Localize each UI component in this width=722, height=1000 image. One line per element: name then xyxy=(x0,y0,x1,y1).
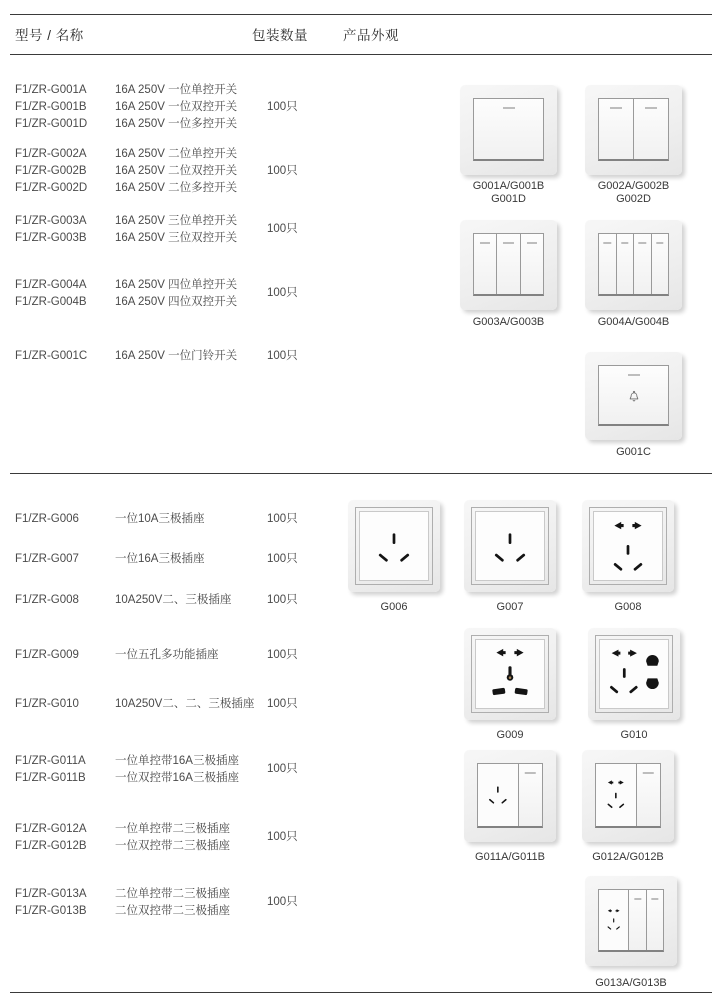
model-code: F1/ZR-G002B xyxy=(15,165,87,177)
section-divider-rule xyxy=(10,473,712,474)
socket-face xyxy=(596,764,636,826)
combo-area xyxy=(477,763,543,828)
socket-3pin-holes-icon xyxy=(360,512,428,580)
package-quantity: 100只 xyxy=(267,287,298,299)
package-quantity: 100只 xyxy=(267,350,298,362)
top-rule xyxy=(10,14,712,15)
switch-rocker xyxy=(518,764,542,826)
model-code: F1/ZR-G008 xyxy=(15,594,79,606)
product-image-label: G011A/G011B xyxy=(475,851,545,863)
combo-area xyxy=(598,889,664,952)
product-name: 16A 250V 三位单控开关 xyxy=(115,215,238,227)
product-image-label: G010 xyxy=(620,729,648,741)
catalog-line xyxy=(0,230,237,247)
package-quantity: 100只 xyxy=(267,698,298,710)
product-image-label: G002D xyxy=(616,193,651,205)
model-code: F1/ZR-G009 xyxy=(15,649,79,661)
product-image-label: G009 xyxy=(496,729,524,741)
product-image-label: G012A/G012B xyxy=(592,851,664,863)
product-name: 一位10A三极插座 xyxy=(115,513,205,525)
rocker-indicator xyxy=(525,772,535,774)
combo-area xyxy=(595,763,661,828)
bottom-rule xyxy=(10,992,712,993)
package-quantity: 100只 xyxy=(267,553,298,565)
package-quantity: 100只 xyxy=(267,831,298,843)
switch-rocker xyxy=(599,99,633,159)
package-quantity: 100只 xyxy=(267,594,298,606)
catalog-row-g011 xyxy=(0,753,239,787)
product-image-label: G002A/G002B xyxy=(597,180,670,192)
column-header-model-name: 型号 / 名称 xyxy=(15,28,84,43)
catalog-line xyxy=(0,146,237,163)
product-name: 一位五孔多功能插座 xyxy=(115,649,219,661)
product-image-label: G003A/G003B xyxy=(472,316,545,328)
catalog-row-g009 xyxy=(0,647,219,664)
product-image-g009-socket xyxy=(464,628,556,720)
model-code: F1/ZR-G002D xyxy=(15,182,88,194)
column-header-quantity: 包装数量 xyxy=(252,28,308,43)
catalog-line xyxy=(0,99,237,116)
product-name: 二位双控带二三极插座 xyxy=(115,905,230,917)
rocker-indicator xyxy=(527,242,537,244)
model-code: F1/ZR-G001C xyxy=(15,350,88,362)
catalog-line xyxy=(0,551,204,568)
socket-3pin-holes-icon xyxy=(478,764,518,826)
switch-rocker xyxy=(616,234,634,294)
product-image-label: G008 xyxy=(614,601,642,613)
product-image-g010-socket xyxy=(588,628,680,720)
product-image-label: G001D xyxy=(491,193,526,205)
catalog-row-g001 xyxy=(0,82,237,133)
rocker-indicator xyxy=(656,242,663,244)
package-quantity: 100只 xyxy=(267,513,298,525)
rocker-indicator xyxy=(634,898,641,900)
rocker-indicator xyxy=(604,242,611,244)
product-image-label: G007 xyxy=(496,601,524,613)
catalog-row-g002 xyxy=(0,146,237,197)
model-code: F1/ZR-G003A xyxy=(15,215,87,227)
rocker-indicator xyxy=(643,772,653,774)
catalog-line xyxy=(0,821,230,838)
rocker-indicator xyxy=(621,242,628,244)
model-code: F1/ZR-G011A xyxy=(15,755,86,767)
product-name: 一位单控带二三极插座 xyxy=(115,823,230,835)
product-image-g001c-doorbell xyxy=(585,352,682,440)
switch-rocker xyxy=(633,234,651,294)
socket-face xyxy=(478,764,518,826)
product-name: 一位16A三极插座 xyxy=(115,553,205,565)
model-code: F1/ZR-G013B xyxy=(15,905,87,917)
switch-rocker xyxy=(496,234,519,294)
product-image-g007-socket xyxy=(464,500,556,592)
switch-rocker xyxy=(520,234,543,294)
socket-frame xyxy=(589,507,667,585)
product-image-label: G013A/G013B xyxy=(595,977,667,989)
product-image-g002-switch xyxy=(585,85,682,175)
switch-rocker xyxy=(651,234,669,294)
switch-rocker xyxy=(599,366,668,424)
catalog-line xyxy=(0,592,231,609)
socket-multifunction-holes-icon xyxy=(476,640,544,708)
switch-rocker xyxy=(628,890,645,950)
product-name: 16A 250V 四位双控开关 xyxy=(115,296,238,308)
catalog-line xyxy=(0,348,237,365)
rocker-indicator xyxy=(480,242,490,244)
catalog-row-g004 xyxy=(0,277,237,311)
package-quantity: 100只 xyxy=(267,101,298,113)
product-image-label: G006 xyxy=(380,601,408,613)
model-code: F1/ZR-G003B xyxy=(15,232,87,244)
header-rule xyxy=(10,54,712,55)
socket-face xyxy=(475,511,545,581)
product-name: 16A 250V 二位单控开关 xyxy=(115,148,238,160)
catalog-line xyxy=(0,163,237,180)
product-name: 16A 250V 一位双控开关 xyxy=(115,101,238,113)
product-name: 16A 250V 一位门铃开关 xyxy=(115,350,238,362)
model-code: F1/ZR-G001D xyxy=(15,118,88,130)
model-code: F1/ZR-G001A xyxy=(15,84,87,96)
model-code: F1/ZR-G006 xyxy=(15,513,79,525)
catalog-line xyxy=(0,277,237,294)
product-image-g012-socket-switch xyxy=(582,750,674,842)
product-image-g008-socket xyxy=(582,500,674,592)
catalog-row-g007 xyxy=(0,551,204,568)
model-code: F1/ZR-G012A xyxy=(15,823,87,835)
socket-face xyxy=(599,639,669,709)
model-code: F1/ZR-G011B xyxy=(15,772,86,784)
product-image-g004-switch xyxy=(585,220,682,310)
catalog-line xyxy=(0,886,230,903)
catalog-line xyxy=(0,511,204,528)
product-name: 一位双控带16A三极插座 xyxy=(115,772,239,784)
catalog-line xyxy=(0,82,237,99)
catalog-line xyxy=(0,213,237,230)
product-name: 二位单控带二三极插座 xyxy=(115,888,230,900)
model-code: F1/ZR-G004B xyxy=(15,296,87,308)
product-image-label: G004A/G004B xyxy=(597,316,670,328)
catalog-line xyxy=(0,903,230,920)
package-quantity: 100只 xyxy=(267,763,298,775)
product-name: 一位单控带16A三极插座 xyxy=(115,755,239,767)
switch-rocker-area xyxy=(598,365,669,426)
product-name: 16A 250V 二位双控开关 xyxy=(115,165,238,177)
product-name: 16A 250V 三位双控开关 xyxy=(115,232,238,244)
doorbell-icon xyxy=(625,388,643,411)
model-code: F1/ZR-G012B xyxy=(15,840,87,852)
switch-rocker xyxy=(633,99,668,159)
product-image-g003-switch xyxy=(460,220,557,310)
switch-rocker xyxy=(474,234,496,294)
catalog-row-g010 xyxy=(0,696,254,713)
socket-3pin-holes-icon xyxy=(476,512,544,580)
catalog-row-g001c xyxy=(0,348,237,365)
rocker-indicator xyxy=(503,242,513,244)
model-code: F1/ZR-G004A xyxy=(15,279,87,291)
switch-rocker-area xyxy=(473,233,544,296)
rocker-indicator xyxy=(628,374,640,376)
column-header-appearance: 产品外观 xyxy=(343,28,399,43)
package-quantity: 100只 xyxy=(267,649,298,661)
product-image-label: G001A/G001B xyxy=(472,180,545,192)
switch-rocker-area xyxy=(598,233,669,296)
rocker-indicator xyxy=(610,107,622,109)
switch-rocker-area xyxy=(598,98,669,161)
switch-rocker xyxy=(646,890,663,950)
catalog-line xyxy=(0,294,237,311)
switch-rocker xyxy=(599,234,616,294)
package-quantity: 100只 xyxy=(267,896,298,908)
rocker-indicator xyxy=(503,107,515,109)
product-name: 16A 250V 一位单控开关 xyxy=(115,84,238,96)
catalog-line xyxy=(0,116,237,133)
catalog-row-g003 xyxy=(0,213,237,247)
switch-rocker xyxy=(474,99,543,159)
product-image-g006-socket xyxy=(348,500,440,592)
socket-face xyxy=(599,890,628,950)
model-code: F1/ZR-G010 xyxy=(15,698,79,710)
socket-face xyxy=(475,639,545,709)
socket-face xyxy=(593,511,663,581)
catalog-line xyxy=(0,753,239,770)
product-image-g011-socket-switch xyxy=(464,750,556,842)
product-name: 16A 250V 一位多控开关 xyxy=(115,118,238,130)
catalog-line xyxy=(0,696,254,713)
catalog-row-g008 xyxy=(0,592,231,609)
catalog-line xyxy=(0,770,239,787)
socket-frame xyxy=(471,507,549,585)
socket-frame xyxy=(355,507,433,585)
socket-5hole-holes-icon xyxy=(596,764,636,826)
socket-5hole-holes-icon xyxy=(599,890,628,950)
product-name: 16A 250V 四位单控开关 xyxy=(115,279,238,291)
catalog-line xyxy=(0,180,237,197)
product-image-g013-socket-2switch xyxy=(585,876,677,966)
product-name: 10A250V二、三极插座 xyxy=(115,594,232,606)
socket-7hole-holes-icon xyxy=(600,640,668,708)
catalog-line xyxy=(0,647,219,664)
model-code: F1/ZR-G002A xyxy=(15,148,87,160)
package-quantity: 100只 xyxy=(267,223,298,235)
socket-frame xyxy=(471,635,549,713)
model-code: F1/ZR-G013A xyxy=(15,888,87,900)
package-quantity: 100只 xyxy=(267,165,298,177)
catalog-row-g012 xyxy=(0,821,230,855)
model-code: F1/ZR-G001B xyxy=(15,101,87,113)
rocker-indicator xyxy=(651,898,658,900)
switch-rocker xyxy=(636,764,660,826)
socket-5hole-holes-icon xyxy=(594,512,662,580)
product-name: 一位双控带二三极插座 xyxy=(115,840,230,852)
catalog-line xyxy=(0,838,230,855)
rocker-indicator xyxy=(645,107,657,109)
socket-frame xyxy=(595,635,673,713)
model-code: F1/ZR-G007 xyxy=(15,553,79,565)
socket-face xyxy=(359,511,429,581)
catalog-row-g006 xyxy=(0,511,204,528)
product-name: 10A250V二、二、三极插座 xyxy=(115,698,255,710)
product-name: 16A 250V 二位多控开关 xyxy=(115,182,238,194)
product-image-g001-switch xyxy=(460,85,557,175)
switch-rocker-area xyxy=(473,98,544,161)
product-image-label: G001C xyxy=(616,446,651,458)
catalog-row-g013 xyxy=(0,886,230,920)
rocker-indicator xyxy=(639,242,646,244)
